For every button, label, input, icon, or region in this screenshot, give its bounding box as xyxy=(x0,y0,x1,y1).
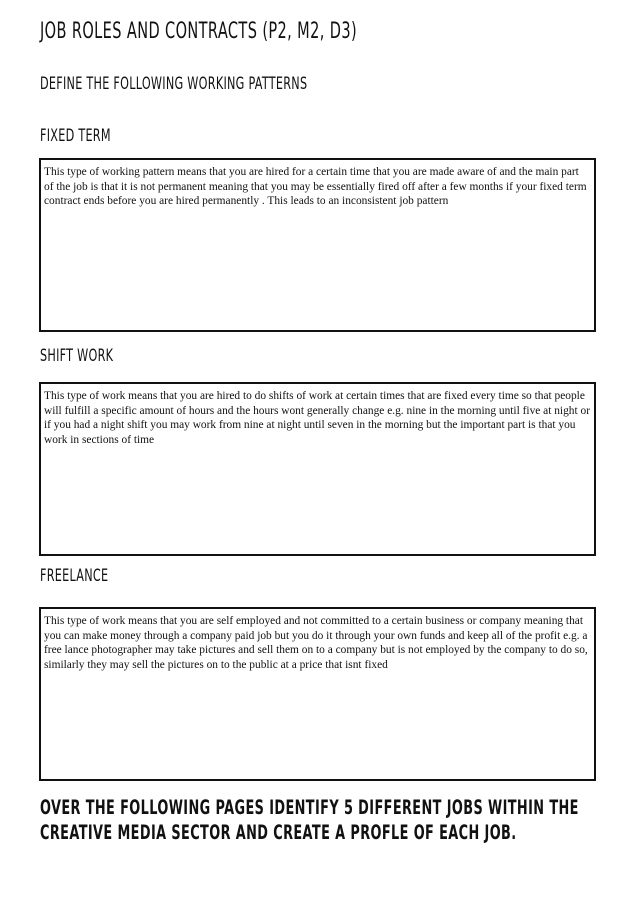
fixed-term-answer-box[interactable] xyxy=(39,158,596,332)
freelance-answer-text: This type of work means that you are self employed and not committed to a certain business or company meaning that you can make money through a company paid job but you do it through your own funds and keep all of the profit e.g. a free lance photographer may take pictures and sell them on to a company but is not employed by the company to do so, similarly they may sell the pictures on to the public at a price that isnt fixed xyxy=(44,615,588,671)
footer-line-2: CREATIVE MEDIA SECTOR AND CREATE A PROFLE OF EACH JOB. xyxy=(40,821,517,844)
shift-work-heading: SHIFT WORK xyxy=(40,346,114,366)
shift-work-answer-box[interactable] xyxy=(39,382,596,556)
freelance-heading: FREELANCE xyxy=(40,566,109,586)
page-title: JOB ROLES AND CONTRACTS (P2, M2, D3) xyxy=(40,19,358,44)
footer-line-1: OVER THE FOLLOWING PAGES IDENTIFY 5 DIFFERENT JOBS WITHIN THE xyxy=(40,796,579,819)
fixed-term-answer-text: This type of working pattern means that you are hired for a certain time that you are made aware of and the main part of the job is that it is not permanent meaning that you may be essentially fired off after a few months if your fixed term contract ends before you are hired permanently . This leads to an inconsistent job pattern xyxy=(44,166,587,207)
footer-instructions xyxy=(40,795,579,845)
freelance-answer-box[interactable] xyxy=(39,607,596,781)
shift-work-answer-text: This type of work means that you are hired to do shifts of work at certain times that are fixed every time so that people will fulfill a specific amount of hours and the hours wont generally change e.g. nine in the morning until five at night or if you had a night shift you may work from nine at night until seven in the morning but the important part is that you work in sections of time xyxy=(44,390,590,446)
page-subtitle: DEFINE THE FOLLOWING WORKING PATTERNS xyxy=(40,74,308,94)
fixed-term-heading: FIXED TERM xyxy=(40,126,111,146)
